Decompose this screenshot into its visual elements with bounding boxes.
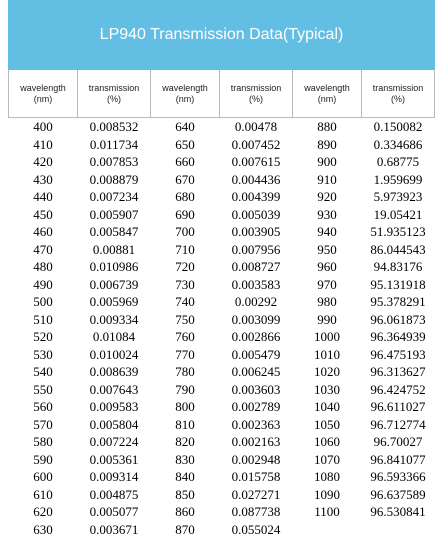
wavelength-cell: 700 (175, 224, 195, 240)
transmission-data-sheet (8, 0, 435, 552)
header-transmission: transmission (%) (362, 70, 435, 118)
transmission-cell: 96.841077 (370, 451, 426, 467)
table-row (9, 451, 435, 469)
wavelength-cell: 940 (317, 224, 337, 240)
wavelength-cell: 1000 (314, 329, 340, 345)
wavelength-cell (293, 521, 362, 539)
transmission-cell: 0.005847 (89, 224, 139, 240)
transmission-cell: 0.007234 (89, 189, 139, 205)
table-title: LP940 Transmission Data(Typical) (8, 0, 435, 70)
transmission-cell: 0.01084 (92, 329, 136, 345)
transmission-cell: 96.061873 (370, 311, 426, 327)
table-row (9, 363, 435, 381)
transmission-cell: 0.004875 (89, 486, 139, 502)
wavelength-cell: 950 (317, 241, 337, 257)
wavelength-cell: 740 (175, 294, 195, 310)
wavelength-cell: 760 (175, 329, 195, 345)
transmission-cell: 0.009314 (89, 469, 139, 485)
transmission-cell: 0.005479 (231, 346, 281, 362)
transmission-cell: 96.475193 (370, 346, 426, 362)
transmission-cell: 0.008639 (89, 364, 139, 380)
wavelength-cell: 890 (317, 136, 337, 152)
wavelength-cell: 490 (33, 276, 53, 292)
transmission-cell: 0.002948 (231, 451, 281, 467)
wavelength-cell: 780 (175, 364, 195, 380)
wavelength-cell: 460 (33, 224, 53, 240)
transmission-cell: 0.005077 (89, 504, 139, 520)
wavelength-cell: 630 (33, 521, 53, 537)
transmission-cell: 0.015758 (231, 469, 281, 485)
transmission-cell: 0.008727 (231, 259, 281, 275)
transmission-cell: 0.007643 (89, 381, 139, 397)
header-transmission: transmission (%) (78, 70, 151, 118)
wavelength-cell: 450 (33, 206, 53, 222)
transmission-cell: 86.044543 (370, 241, 426, 257)
wavelength-cell: 610 (33, 486, 53, 502)
wavelength-cell: 830 (175, 451, 195, 467)
transmission-cell: 0.150082 (373, 119, 423, 135)
wavelength-cell: 880 (317, 119, 337, 135)
transmission-cell: 0.003671 (89, 521, 139, 537)
wavelength-cell: 860 (175, 504, 195, 520)
wavelength-cell: 570 (33, 416, 53, 432)
header-wavelength: wavelength (nm) (293, 70, 362, 118)
table-row (9, 153, 435, 171)
table-row (9, 206, 435, 224)
transmission-cell: 1.959699 (373, 171, 423, 187)
transmission-cell: 0.007853 (89, 154, 139, 170)
transmission-cell: 0.68775 (376, 154, 420, 170)
wavelength-cell: 660 (175, 154, 195, 170)
table-row (9, 293, 435, 311)
wavelength-cell: 1060 (314, 434, 340, 450)
wavelength-cell: 440 (33, 189, 53, 205)
transmission-cell: 0.008879 (89, 171, 139, 187)
wavelength-cell: 930 (317, 206, 337, 222)
wavelength-cell: 690 (175, 206, 195, 222)
transmission-cell: 0.002363 (231, 416, 281, 432)
table-row (9, 311, 435, 329)
wavelength-cell: 850 (175, 486, 195, 502)
transmission-cell: 95.131918 (370, 276, 426, 292)
transmission-cell (362, 521, 435, 539)
transmission-cell: 0.334686 (373, 136, 423, 152)
transmission-cell: 96.637589 (370, 486, 426, 502)
wavelength-cell: 1030 (314, 381, 340, 397)
transmission-cell: 0.055024 (231, 521, 281, 537)
transmission-cell: 95.378291 (370, 294, 426, 310)
transmission-cell: 0.003583 (231, 276, 281, 292)
wavelength-cell: 720 (175, 259, 195, 275)
wavelength-cell: 420 (33, 154, 53, 170)
wavelength-cell: 590 (33, 451, 53, 467)
transmission-cell: 0.002789 (231, 399, 281, 415)
transmission-cell: 0.00881 (92, 241, 136, 257)
transmission-cell: 5.973923 (373, 189, 423, 205)
transmission-cell: 0.00478 (234, 119, 278, 135)
transmission-cell: 0.005039 (231, 206, 281, 222)
transmission-cell: 0.00292 (234, 294, 278, 310)
wavelength-cell: 1080 (314, 469, 340, 485)
transmission-cell: 96.712774 (370, 416, 426, 432)
transmission-cell: 0.005361 (89, 451, 139, 467)
wavelength-cell: 730 (175, 276, 195, 292)
table-row (9, 118, 435, 136)
transmission-cell: 96.70027 (373, 434, 423, 450)
wavelength-cell: 1010 (314, 346, 340, 362)
transmission-cell: 0.010986 (89, 259, 139, 275)
wavelength-cell: 500 (33, 294, 53, 310)
wavelength-cell: 650 (175, 136, 195, 152)
transmission-cell: 0.002163 (231, 434, 281, 450)
wavelength-cell: 540 (33, 364, 53, 380)
transmission-cell: 0.007956 (231, 241, 281, 257)
transmission-cell: 51.935123 (370, 224, 426, 240)
transmission-cell: 0.027271 (231, 486, 281, 502)
transmission-cell: 0.004399 (231, 189, 281, 205)
table-row (9, 328, 435, 346)
table-row (9, 241, 435, 259)
wavelength-cell: 400 (33, 119, 53, 135)
transmission-cell: 0.003099 (231, 311, 281, 327)
wavelength-cell: 770 (175, 346, 195, 362)
transmission-table (8, 70, 435, 538)
wavelength-cell: 810 (175, 416, 195, 432)
wavelength-cell: 750 (175, 311, 195, 327)
header-row (9, 70, 435, 118)
transmission-cell: 0.006739 (89, 276, 139, 292)
wavelength-cell: 800 (175, 399, 195, 415)
table-row (9, 223, 435, 241)
transmission-cell: 0.003905 (231, 224, 281, 240)
table-row (9, 136, 435, 154)
wavelength-cell: 1040 (314, 399, 340, 415)
table-row (9, 468, 435, 486)
transmission-cell: 0.004436 (231, 171, 281, 187)
transmission-cell: 0.002866 (231, 329, 281, 345)
wavelength-cell: 920 (317, 189, 337, 205)
wavelength-cell: 1070 (314, 451, 340, 467)
transmission-cell: 0.009583 (89, 399, 139, 415)
wavelength-cell: 560 (33, 399, 53, 415)
wavelength-cell: 900 (317, 154, 337, 170)
transmission-cell: 94.83176 (373, 259, 423, 275)
transmission-cell: 0.009334 (89, 311, 139, 327)
table-row (9, 188, 435, 206)
wavelength-cell: 980 (317, 294, 337, 310)
wavelength-cell: 1100 (314, 504, 340, 520)
wavelength-cell: 710 (175, 241, 195, 257)
transmission-cell: 0.007224 (89, 434, 139, 450)
transmission-cell: 96.364939 (370, 329, 426, 345)
wavelength-cell: 680 (175, 189, 195, 205)
table-row (9, 521, 435, 539)
header-transmission: transmission (%) (220, 70, 293, 118)
wavelength-cell: 670 (175, 171, 195, 187)
transmission-cell: 0.008532 (89, 119, 139, 135)
wavelength-cell: 840 (175, 469, 195, 485)
transmission-cell: 0.003603 (231, 381, 281, 397)
transmission-cell: 19.05421 (373, 206, 423, 222)
table-row (9, 503, 435, 521)
transmission-cell: 96.593366 (370, 469, 426, 485)
transmission-cell: 0.005804 (89, 416, 139, 432)
table-row (9, 171, 435, 189)
wavelength-cell: 870 (175, 521, 195, 537)
wavelength-cell: 410 (33, 136, 53, 152)
table-body (9, 118, 435, 539)
transmission-cell: 96.530841 (370, 504, 426, 520)
wavelength-cell: 430 (33, 171, 53, 187)
table-row (9, 258, 435, 276)
transmission-cell: 0.005969 (89, 294, 139, 310)
wavelength-cell: 470 (33, 241, 53, 257)
wavelength-cell: 910 (317, 171, 337, 187)
table-row (9, 381, 435, 399)
header-wavelength: wavelength (nm) (9, 70, 78, 118)
table-row (9, 398, 435, 416)
table-row (9, 276, 435, 294)
table-row (9, 486, 435, 504)
wavelength-cell: 510 (33, 311, 53, 327)
transmission-cell: 96.424752 (370, 381, 426, 397)
wavelength-cell: 620 (33, 504, 53, 520)
transmission-cell: 0.005907 (89, 206, 139, 222)
wavelength-cell: 960 (317, 259, 337, 275)
table-row (9, 433, 435, 451)
wavelength-cell: 970 (317, 276, 337, 292)
wavelength-cell: 1020 (314, 364, 340, 380)
wavelength-cell: 530 (33, 346, 53, 362)
transmission-cell: 0.011734 (89, 136, 139, 152)
transmission-cell: 0.010024 (89, 346, 139, 362)
wavelength-cell: 790 (175, 381, 195, 397)
wavelength-cell: 600 (33, 469, 53, 485)
wavelength-cell: 580 (33, 434, 53, 450)
wavelength-cell: 1090 (314, 486, 340, 502)
table-row (9, 416, 435, 434)
wavelength-cell: 520 (33, 329, 53, 345)
header-wavelength: wavelength (nm) (151, 70, 220, 118)
transmission-cell: 96.611027 (370, 399, 426, 415)
transmission-cell: 96.313627 (370, 364, 426, 380)
transmission-cell: 0.006245 (231, 364, 281, 380)
wavelength-cell: 550 (33, 381, 53, 397)
transmission-cell: 0.087738 (231, 504, 281, 520)
transmission-cell: 0.007452 (231, 136, 281, 152)
transmission-cell: 0.007615 (231, 154, 281, 170)
wavelength-cell: 1050 (314, 416, 340, 432)
wavelength-cell: 990 (317, 311, 337, 327)
wavelength-cell: 640 (175, 119, 195, 135)
wavelength-cell: 820 (175, 434, 195, 450)
table-row (9, 346, 435, 364)
wavelength-cell: 480 (33, 259, 53, 275)
